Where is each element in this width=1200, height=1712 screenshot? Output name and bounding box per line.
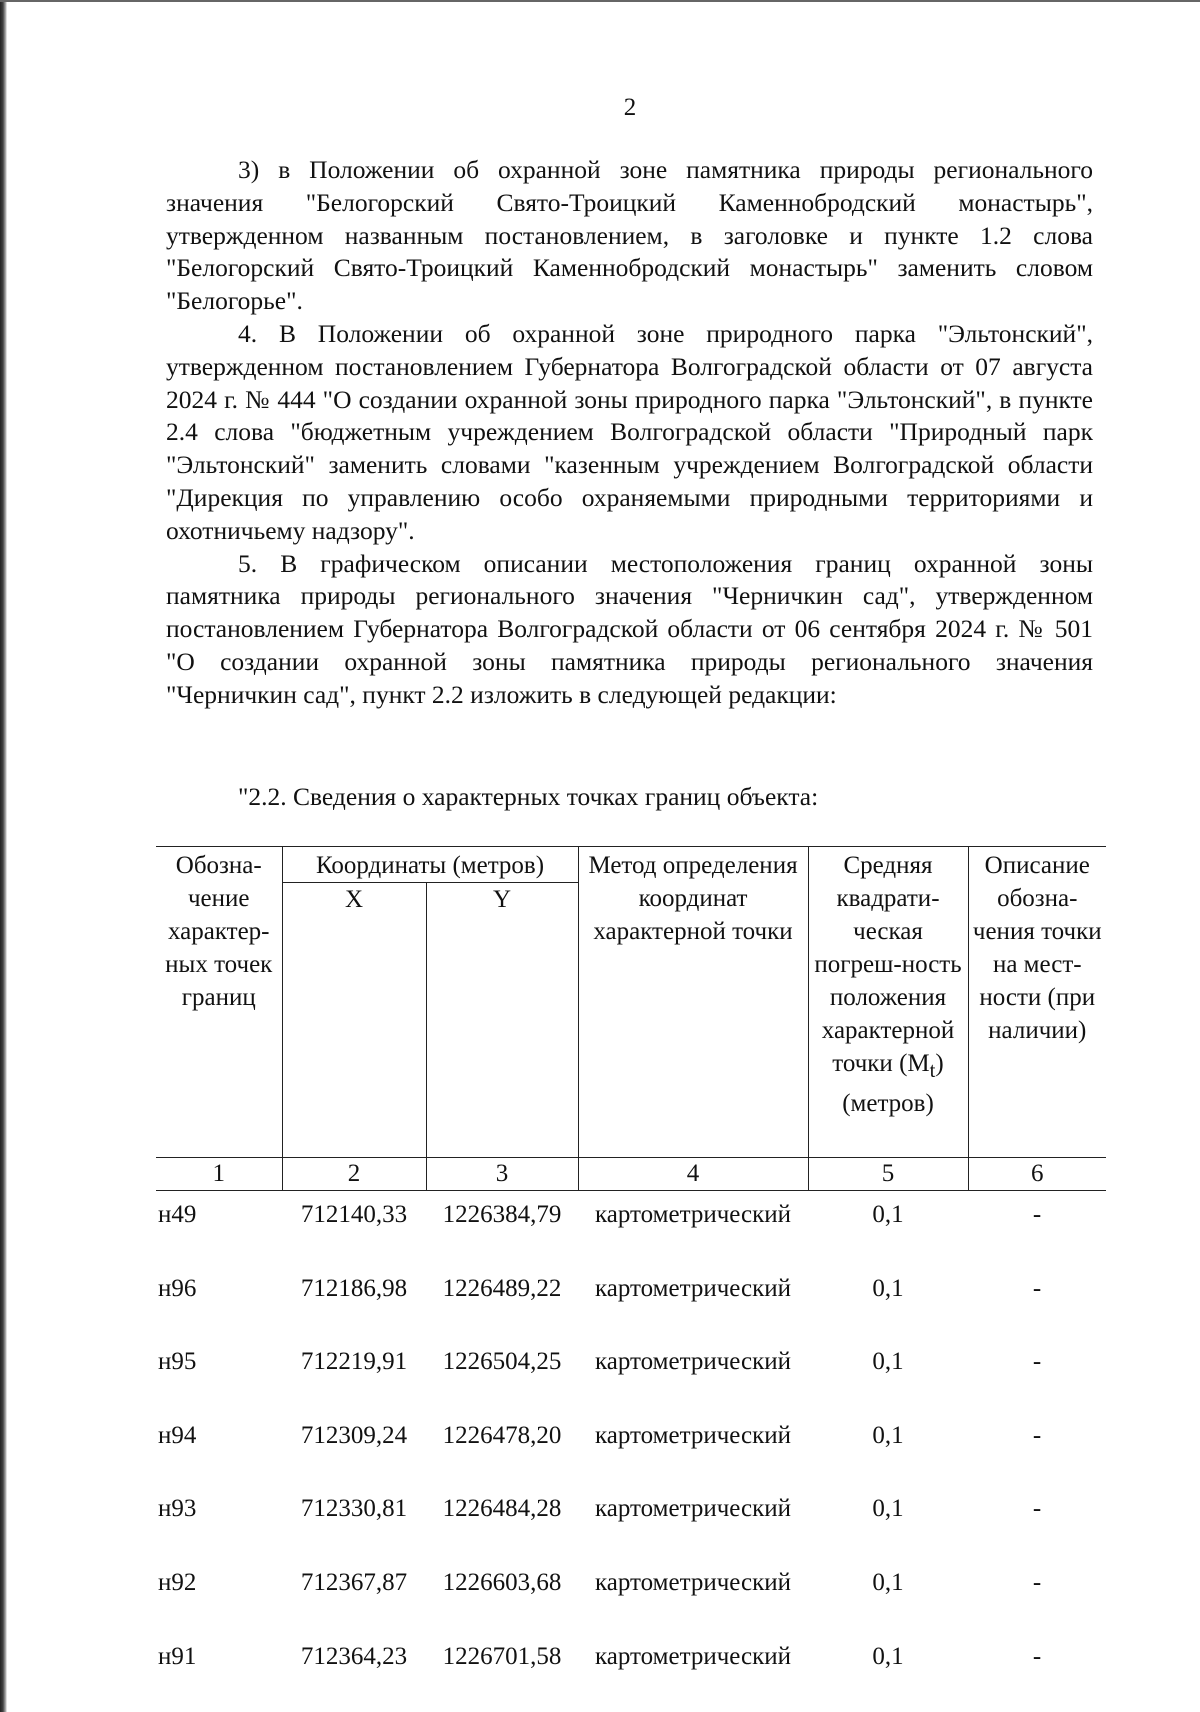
description: - (1032, 1421, 1042, 1449)
coord-x: 712367,87 (300, 1568, 408, 1596)
coord-y: 1226701,58 (442, 1642, 562, 1670)
point-id: н91 (158, 1642, 197, 1670)
header-method: Метод определения координат характерной точки (578, 847, 808, 1158)
point-id: н92 (158, 1568, 197, 1596)
table-row (156, 1191, 1106, 1265)
table-row (156, 1412, 1106, 1486)
error: 0,1 (872, 1201, 904, 1228)
table-row (156, 1338, 1106, 1412)
error: 0,1 (872, 1568, 904, 1596)
method: картометрический (595, 1568, 791, 1596)
header-x: X (282, 883, 426, 1158)
column-number: 1 (156, 1158, 282, 1191)
coord-y: 1226484,28 (442, 1495, 562, 1523)
point-id: н95 (158, 1348, 197, 1376)
method: картометрический (595, 1348, 791, 1376)
header-error-text: Средняя квадрати-ческая погреш-ность положения характерной точки (M (814, 852, 962, 1077)
header-description: Описание обозна-чения точки на мест-ности (при наличии) (968, 847, 1106, 1158)
method: картометрический (595, 1274, 791, 1302)
coord-x: 712330,81 (300, 1495, 408, 1523)
table-row (156, 1559, 1106, 1633)
point-id: н96 (158, 1274, 197, 1302)
coord-x: 712309,24 (300, 1421, 408, 1449)
description: - (1032, 1274, 1042, 1302)
description: - (1032, 1495, 1042, 1523)
error: 0,1 (872, 1421, 904, 1449)
error: 0,1 (872, 1495, 904, 1523)
header-designation: Обозна-чение характер-ных точек границ (156, 847, 282, 1158)
column-number: 2 (282, 1158, 426, 1191)
description: - (1032, 1348, 1042, 1376)
method: картометрический (595, 1495, 791, 1523)
scan-edge-left (0, 0, 7, 1712)
description: - (1032, 1201, 1042, 1228)
coord-x: 712364,23 (300, 1642, 408, 1670)
header-error-subscript: t (929, 1058, 936, 1082)
table-row (156, 1265, 1106, 1339)
paragraph-3: 3) в Положении об охранной зоне памятника природы регионального значения "Белогорский Свято-Троицкий Каменнобродский монастырь", утвержденном названным постановлением, в заголовке и пункте 1.2 слова "Белогорский Свято-Троицкий Каменнобродский монастырь" заменить словом "Белогорье". (166, 155, 1093, 316)
coord-y: 1226504,25 (442, 1348, 562, 1376)
page-number: 2 (623, 94, 637, 121)
error: 0,1 (872, 1642, 904, 1670)
column-number: 6 (968, 1158, 1106, 1191)
table-row (156, 1633, 1106, 1707)
column-number: 3 (426, 1158, 578, 1191)
boundary-points-table (156, 846, 1106, 1706)
paragraph-4: 4. В Положении об охранной зоне природного парка "Эльтонский", утвержденном постановлением Губернатора Волгоградской области от 07 августа 2024 г. № 444 "О создании охранной зоны природного парка "Эльтонский", в пункте 2.4 слова "бюджетным учреждением Волгоградской области "Природный парк "Эльтонский" заменить словами "казенным учреждением Волгоградской области "Дирекция по управлению особо охраняемыми природными территориями и охотничьему надзору". (166, 318, 1093, 545)
coord-y: 1226478,20 (442, 1421, 562, 1449)
coord-x: 712186,98 (300, 1274, 408, 1302)
header-y: Y (426, 883, 578, 1158)
error: 0,1 (872, 1348, 904, 1376)
header-error (808, 847, 968, 1158)
scan-edge-top (0, 0, 1200, 2)
coord-y: 1226489,22 (442, 1274, 562, 1302)
description: - (1032, 1568, 1042, 1596)
method: картометрический (595, 1201, 791, 1228)
description: - (1032, 1642, 1042, 1670)
paragraph-5: 5. В графическом описании местоположения границ охранной зоны памятника природы регионального значения "Черничкин сад", утвержденном постановлением Губернатора Волгоградской области от 06 сентября 2024 г. № 501 "О создании охранной зоны памятника природы регионального значения "Черничкин сад", пункт 2.2 изложить в следующей редакции: (166, 548, 1093, 709)
table-caption: "2.2. Сведения о характерных точках границ объекта: (238, 782, 819, 811)
error: 0,1 (872, 1274, 904, 1302)
column-number: 5 (808, 1158, 968, 1191)
point-id: н93 (158, 1495, 197, 1523)
header-coordinates: Координаты (метров) (282, 847, 578, 883)
table-row (156, 1485, 1106, 1559)
coord-y: 1226603,68 (442, 1568, 562, 1596)
column-number: 4 (578, 1158, 808, 1191)
body-text (166, 154, 1093, 712)
point-id: н49 (158, 1201, 197, 1228)
method: картометрический (595, 1421, 791, 1449)
coord-y: 1226384,79 (442, 1201, 562, 1228)
coord-x: 712219,91 (300, 1348, 408, 1376)
coord-x: 712140,33 (300, 1201, 408, 1228)
header-error-unit: ) (метров) (842, 1050, 944, 1117)
method: картометрический (595, 1642, 791, 1670)
point-id: н94 (158, 1421, 197, 1449)
